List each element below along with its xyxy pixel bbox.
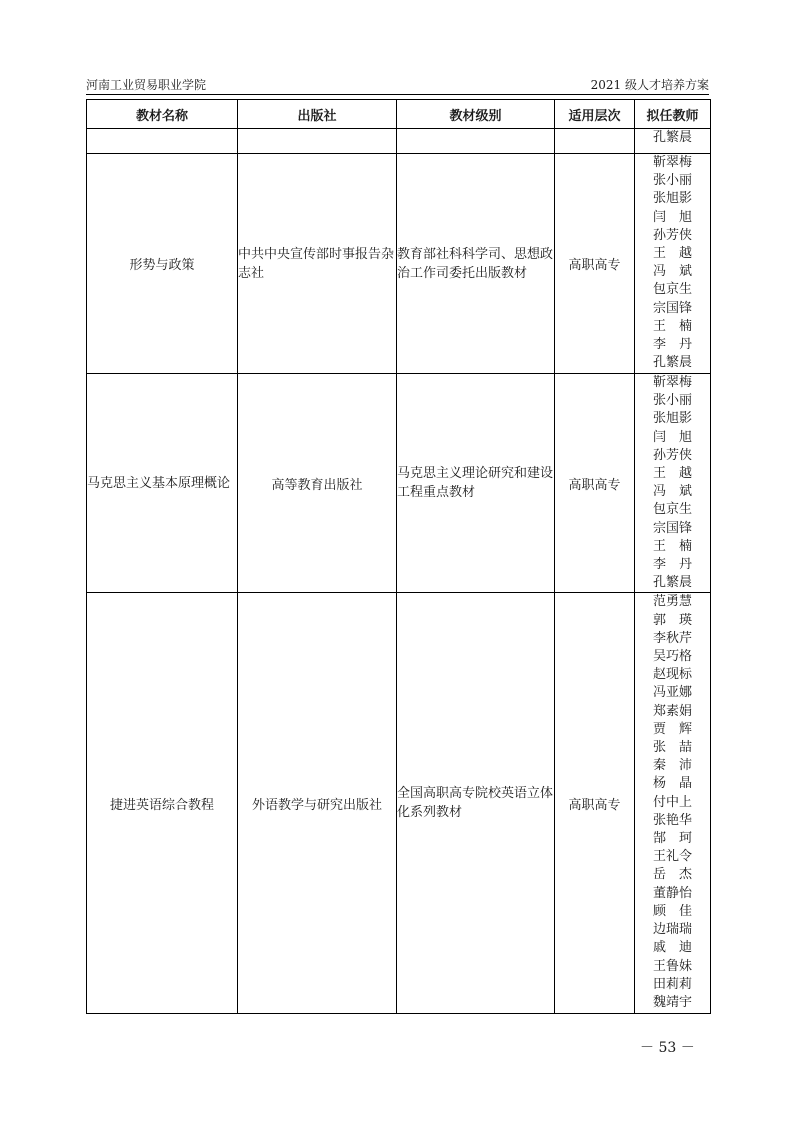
teacher-name: 张小丽: [652, 393, 692, 409]
cell-publisher: 中共中央宣传部时事报告杂志社: [238, 154, 397, 374]
teacher-name: 张 喆: [652, 740, 692, 756]
teacher-name: 张旭影: [652, 411, 692, 427]
column-header-tier: 适用层次: [555, 100, 635, 129]
teacher-name: 郑素娟: [652, 703, 692, 719]
teacher-name: 付中上: [652, 794, 692, 810]
teacher-name: 宗国锋: [652, 520, 692, 536]
teacher-name: 魏靖宇: [652, 994, 692, 1010]
column-header-publisher: 出版社: [238, 100, 397, 129]
teacher-name: 王 楠: [652, 538, 692, 554]
teacher-name: 包京生: [652, 282, 692, 298]
cell-publisher: 外语教学与研究出版社: [238, 593, 397, 1014]
teacher-name: 闫 旭: [652, 429, 692, 445]
teacher-name: 秦 沛: [652, 758, 692, 774]
cell-empty: [397, 129, 555, 154]
page-header: [86, 77, 709, 93]
page-number: － 53 －: [640, 1040, 695, 1056]
teacher-name: 田莉莉: [652, 976, 692, 992]
teacher-name: 孔繁晨: [652, 355, 692, 371]
cell-teachers: [635, 129, 711, 154]
institution-name: 河南工业贸易职业学院: [86, 78, 207, 92]
teacher-name: 郭 瑛: [652, 612, 692, 628]
teacher-name: 包京生: [652, 502, 692, 518]
header-rule: [86, 94, 709, 95]
cell-teachers: [635, 593, 711, 1014]
cell-publisher: 高等教育出版社: [238, 374, 397, 593]
table-row: [87, 374, 711, 593]
teacher-name: 冯亚娜: [652, 685, 692, 701]
teacher-name: 张艳华: [652, 812, 692, 828]
teacher-name: 王 越: [652, 466, 692, 482]
table-row-continued: [87, 129, 711, 154]
teacher-name: 顾 佳: [652, 903, 692, 919]
teacher-name: 孔繁晨: [652, 130, 692, 145]
teacher-name: 贾 辉: [652, 721, 692, 737]
teacher-name: 张旭影: [652, 191, 692, 207]
teacher-name: 孔繁晨: [652, 575, 692, 591]
teacher-name: 李 丹: [652, 337, 692, 353]
teacher-name: 戚 迪: [652, 940, 692, 956]
teacher-name: 郜 珂: [652, 831, 692, 847]
teacher-name: 边瑞瑞: [652, 922, 692, 938]
teacher-name: 张小丽: [652, 173, 692, 189]
teacher-name: 孙芳侠: [652, 227, 692, 243]
cell-tier: 高职高专: [555, 374, 635, 593]
cell-level: 全国高职高专院校英语立体化系列教材: [397, 593, 555, 1014]
teacher-name: 王 越: [652, 246, 692, 262]
teacher-name: 赵现标: [652, 667, 692, 683]
teacher-name: 宗国锋: [652, 300, 692, 316]
teacher-name: 孙芳侠: [652, 447, 692, 463]
column-header-teachers: 拟任教师: [635, 100, 711, 129]
document-title: 2021 级人才培养方案: [590, 78, 709, 92]
cell-teachers: [635, 374, 711, 593]
cell-level: 马克思主义理论研究和建设工程重点教材: [397, 374, 555, 593]
teacher-name: 吴巧格: [652, 649, 692, 665]
cell-level: 教育部社科科学司、思想政治工作司委托出版教材: [397, 154, 555, 374]
table-header-row: [87, 100, 711, 129]
cell-empty: [87, 129, 238, 154]
cell-textbook-name: 马克思主义基本原理概论: [87, 374, 238, 593]
cell-empty: [238, 129, 397, 154]
teacher-name: 冯 斌: [652, 264, 692, 280]
column-header-level: 教材级别: [397, 100, 555, 129]
teacher-name: 靳翠梅: [652, 375, 692, 390]
teacher-name: 李秋芹: [652, 630, 692, 646]
cell-teachers: [635, 154, 711, 374]
teacher-name: 闫 旭: [652, 209, 692, 225]
cell-textbook-name: 捷进英语综合教程: [87, 593, 238, 1014]
cell-empty: [555, 129, 635, 154]
teacher-name: 董静怡: [652, 885, 692, 901]
teacher-name: 靳翠梅: [652, 155, 692, 170]
teacher-name: 冯 斌: [652, 484, 692, 500]
textbook-table: [86, 99, 711, 1014]
table-row: [87, 593, 711, 1014]
teacher-name: 岳 杰: [652, 867, 692, 883]
cell-tier: 高职高专: [555, 593, 635, 1014]
teacher-name: 杨 晶: [652, 776, 692, 792]
teacher-name: 王 楠: [652, 318, 692, 334]
teacher-name: 王礼令: [652, 849, 692, 865]
table-row: [87, 154, 711, 374]
cell-textbook-name: 形势与政策: [87, 154, 238, 374]
teacher-name: 范勇慧: [652, 594, 692, 610]
column-header-name: 教材名称: [87, 100, 238, 129]
teacher-name: 李 丹: [652, 557, 692, 573]
teacher-name: 王鲁妹: [652, 958, 692, 974]
cell-tier: 高职高专: [555, 154, 635, 374]
